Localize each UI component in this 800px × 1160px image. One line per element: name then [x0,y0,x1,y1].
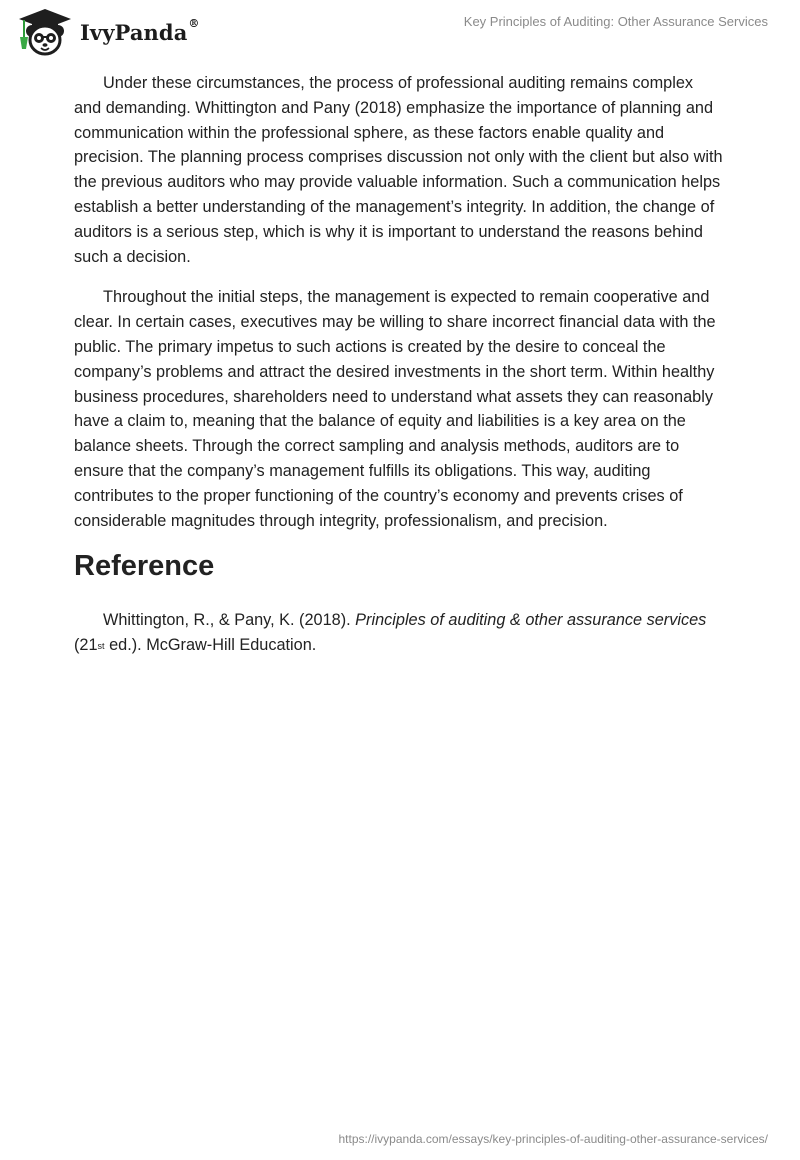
reference-edition: (21st ed.). McGraw-Hill Education. [74,636,317,655]
body-paragraph-1: Under these circumstances, the process of professional auditing remains complex and demanding. Whittington and Pany (2018) emphasize the importance of planning and communication within the professional sphere, as these factors enable quality and precision. The planning process comprises discussion not only with the client but also with the previous auditors who may provide valuable information. Such a communication helps establish a better understanding of the management’s integrity. In addition, the change of auditors is a serious step, which is why it is important to understand the reasons behind such a decision. [74,74,723,266]
footer-source-url[interactable]: https://ivypanda.com/essays/key-principles-of-auditing-other-assurance-services/ [338,1132,768,1146]
page-header [0,0,800,60]
reference-authors: Whittington, R., & Pany, K. (2018). [103,611,356,630]
reference-title: Principles of auditing & other assurance services [355,611,707,630]
essay-content [74,71,724,658]
panda-graduate-icon [16,7,74,57]
brand-name: IvyPanda® [80,16,200,45]
reference-heading: Reference [74,550,215,583]
reference-entry [74,608,724,658]
body-paragraph-2: Throughout the initial steps, the management is expected to remain cooperative and clear. In certain cases, executives may be willing to share incorrect financial data with the public. The primary impetus to such actions is created by the desire to conceal the company’s problems and attract the desired investments in the short term. Within healthy business procedures, shareholders need to understand what assets they can reasonably have a claim to, meaning that the balance of equity and liabilities is a key area on the balance sheets. Through the correct sampling and analysis methods, auditors are to ensure that the company’s management fulfills its obligations. This way, auditing contributes to the proper functioning of the country’s economy and prevents crises of considerable magnitudes through integrity, professionalism, and precision. [74,288,716,530]
document-title: Key Principles of Auditing: Other Assurance Services [463,14,768,29]
brand-logo[interactable] [16,7,200,57]
